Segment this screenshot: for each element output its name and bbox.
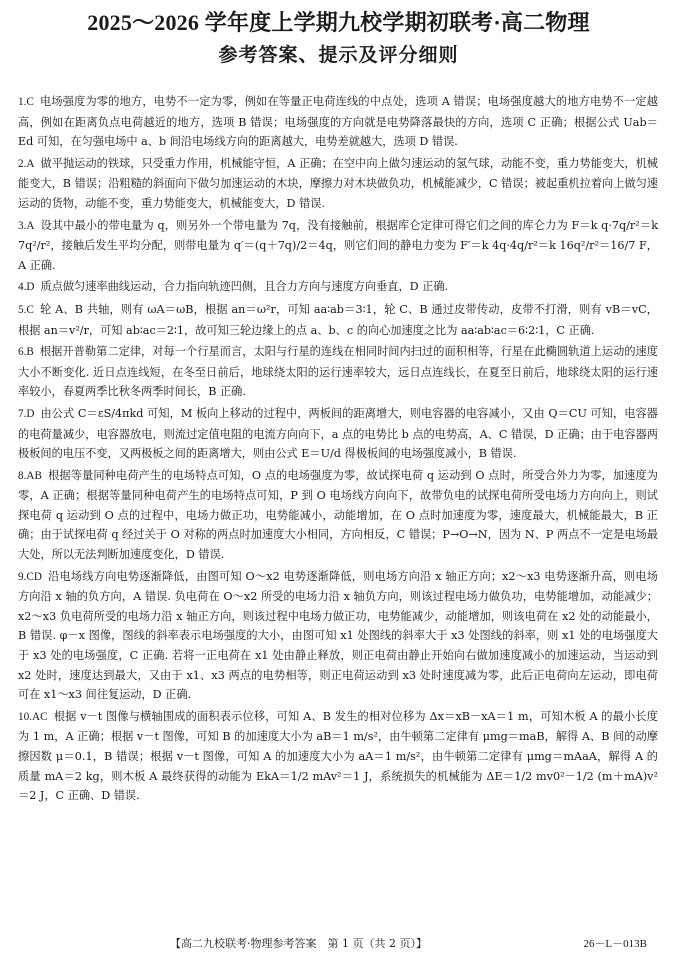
answer-item-10: 10.AC 根据 v－t 图像与横轴围成的面积表示位移，可知 A、B 发生的相对位移为 Δx＝xB－xA＝1 m，可知木板 A 的最小长度为 1 m，A 正确；根据 v－t 图像，可知 B 的加速度大小为 aB＝1 m/s²，由牛顿第二定律有 μmg＝maB，解得 A、B 间的动摩擦因数 μ＝0.1，B 错误；根据 v－t 图像，可知 A 的加速度大小为 aA＝1 m/s²，由牛顿第二定律有 μmg＝mAaA，解得 A 的质量 mA＝2 kg，则木板 A 最终获得的动能为 EkA＝1/2 mAv²＝1 J，系统损失的机械能为 ΔE＝1/2 mv0²－1/2 (m＋mA)v²＝2 J，C 正确、D 错误. [18, 709, 658, 803]
page-subtitle: 参考答案、提示及评分细则 [218, 45, 459, 66]
answer-item-7: 7.D 由公式 C＝εS/4πkd 可知，M 板向上移动的过程中，两板间的距离增大，则电容器的电容减小，又由 Q＝CU 可知，电容器的电荷量减少，电容器放电，则流过定值电阻的电流方向向下，a 点的电势比 b 点的电势高，A、C 错误，D 正确；由于电容器两极板间的电压不变，又两极板之间的距离增大，则由公式 E＝U/d 得极板间的电场强度减小，B 错误. [18, 406, 658, 461]
answer-item-1: 1.C 电场强度为零的地方，电势不一定为零，例如在等量正电荷连线的中点处，选项 A 错误；电场强度越大的地方电势不一定越高，例如在距离负点电荷越近的地方，选项 B 错误；电场强度的方向就是电势降落最快的方向，选项 C 正确；根据公式 Uab＝Ed 可知，在匀强电场中 a、b 间沿电场线方向的距离越大，电势差就越大，选项 D 错误. [18, 95, 658, 149]
answer-item-5: 5.C 轮 A、B 共轴，则有 ωA＝ωB，根据 an＝ω²r，可知 aa∶ab＝3∶1，轮 C、B 通过皮带传动，皮带不打滑，则有 vB＝vC，根据 an＝v²/r，可知 ab∶ac＝2∶1，故可知三轮边缘上的点 a、b、c 的向心加速度之比为 aa∶ab∶ac＝6∶2∶1，C 正确. [18, 302, 658, 337]
answer-list [18, 92, 658, 808]
footer-doc-code: 26－L－013B [583, 938, 647, 950]
answer-item-6: 6.B 根据开普勒第二定律，对每一个行星而言，太阳与行星的连线在相同时间内扫过的面积相等，行星在此椭圆轨道上运动的速度大小不断变化. 近日点连线短，在冬至日前后，地球绕太阳的运行速率较大，远日点连线长，在夏至日前后，地球绕太阳的运行速率较小，春夏两季比秋冬两季时间长，B 正确. [18, 345, 658, 399]
answer-item-3: 3.A 设其中最小的带电量为 q，则另外一个带电量为 7q，没有接触前，根据库仑定律可得它们之间的库仑力为 F＝k q·7q/r²＝k 7q²/r²，接触后发生平均分配，则带电量为 q′＝(q＋7q)/2＝4q，则它们间的静电力变为 F′＝k 4q·4q/r²＝k 16q²/r²＝16/7 F，A 正确. [18, 218, 658, 272]
answer-item-9: 9.CD 沿电场线方向电势逐渐降低，由图可知 O～x2 电势逐渐降低，则电场方向沿 x 轴正方向；x2～x3 电势逐渐升高，则电场方向沿 x 轴的负方向，A 错误. 负电荷在 O～x2 所受的电场力沿 x 轴负方向，则该过程电场力做负功，电势能增加，动能减少；x2～x3 负电荷所受的电场力沿 x 轴正方向，则该过程中电场力做正功，电势能减少，动能增加，则该电荷在 x2 处的动能最小，B 错误. φ－x 图像，图线的斜率表示电场强度的大小，由图可知 x1 处图线的斜率大于 x3 处图线的斜率，则 x1 处的电场强度大于 x3 处的电场强度，C 正确. 若将一正电荷在 x1 处由静止释放，则正电荷由静止开始向右做加速度减小的加速运动，当运动到 x2 处时，速度达到最大，又由于 x1、x3 两点的电势相等，则正电荷运动到 x3 处时速度减为零，此后正电荷向左运动，即电荷可在 x1～x3 间往复运动，D 正确. [18, 569, 658, 702]
answer-item-8: 8.AB 根据等量同种电荷产生的电场特点可知，O 点的电场强度为零，故试探电荷 q 运动到 O 点时，所受合外力为零，加速度为零，A 正确；根据等量同种电荷产生的电场特点可知，P 到 O 电场线方向向下，故带负电的试探电荷所受电场力方向向上，则试探电荷 q 运动到 O 点的过程中，电场力做正功，电势能减小，动能增加，在 O 点时加速度为零，速度最大，机械能最大，B 正确；由于试探电荷 q 经过关于 O 对称的两点时加速度大小相同，方向相反，C 错误；P→O→N，因为 N、P 两点不一定是电场最大处，所以无法判断加速度变化，D 错误. [18, 468, 658, 562]
footer-page-info: 【高二九校联考·物理参考答案 第 1 页（共 2 页）】 [170, 937, 427, 950]
answer-item-2: 2.A 做平抛运动的铁球，只受重力作用，机械能守恒，A 正确；在空中向上做匀速运动的氢气球，动能不变，重力势能变大，机械能变大，B 错误；沿粗糙的斜面向下做匀加速运动的木块，摩擦力对木块做负功，机械能减少，C 错误；被起重机拉着向上做匀速运动的货物，动能不变，重力势能变大，机械能变大，D 错误. [18, 156, 658, 210]
page-title: 2025～2026 学年度上学期九校学期初联考·高二物理 [87, 10, 590, 35]
answer-item-4: 4.D 质点做匀速率曲线运动，合力指向轨迹凹侧，且合力方向与速度方向垂直，D 正确. [18, 280, 449, 294]
